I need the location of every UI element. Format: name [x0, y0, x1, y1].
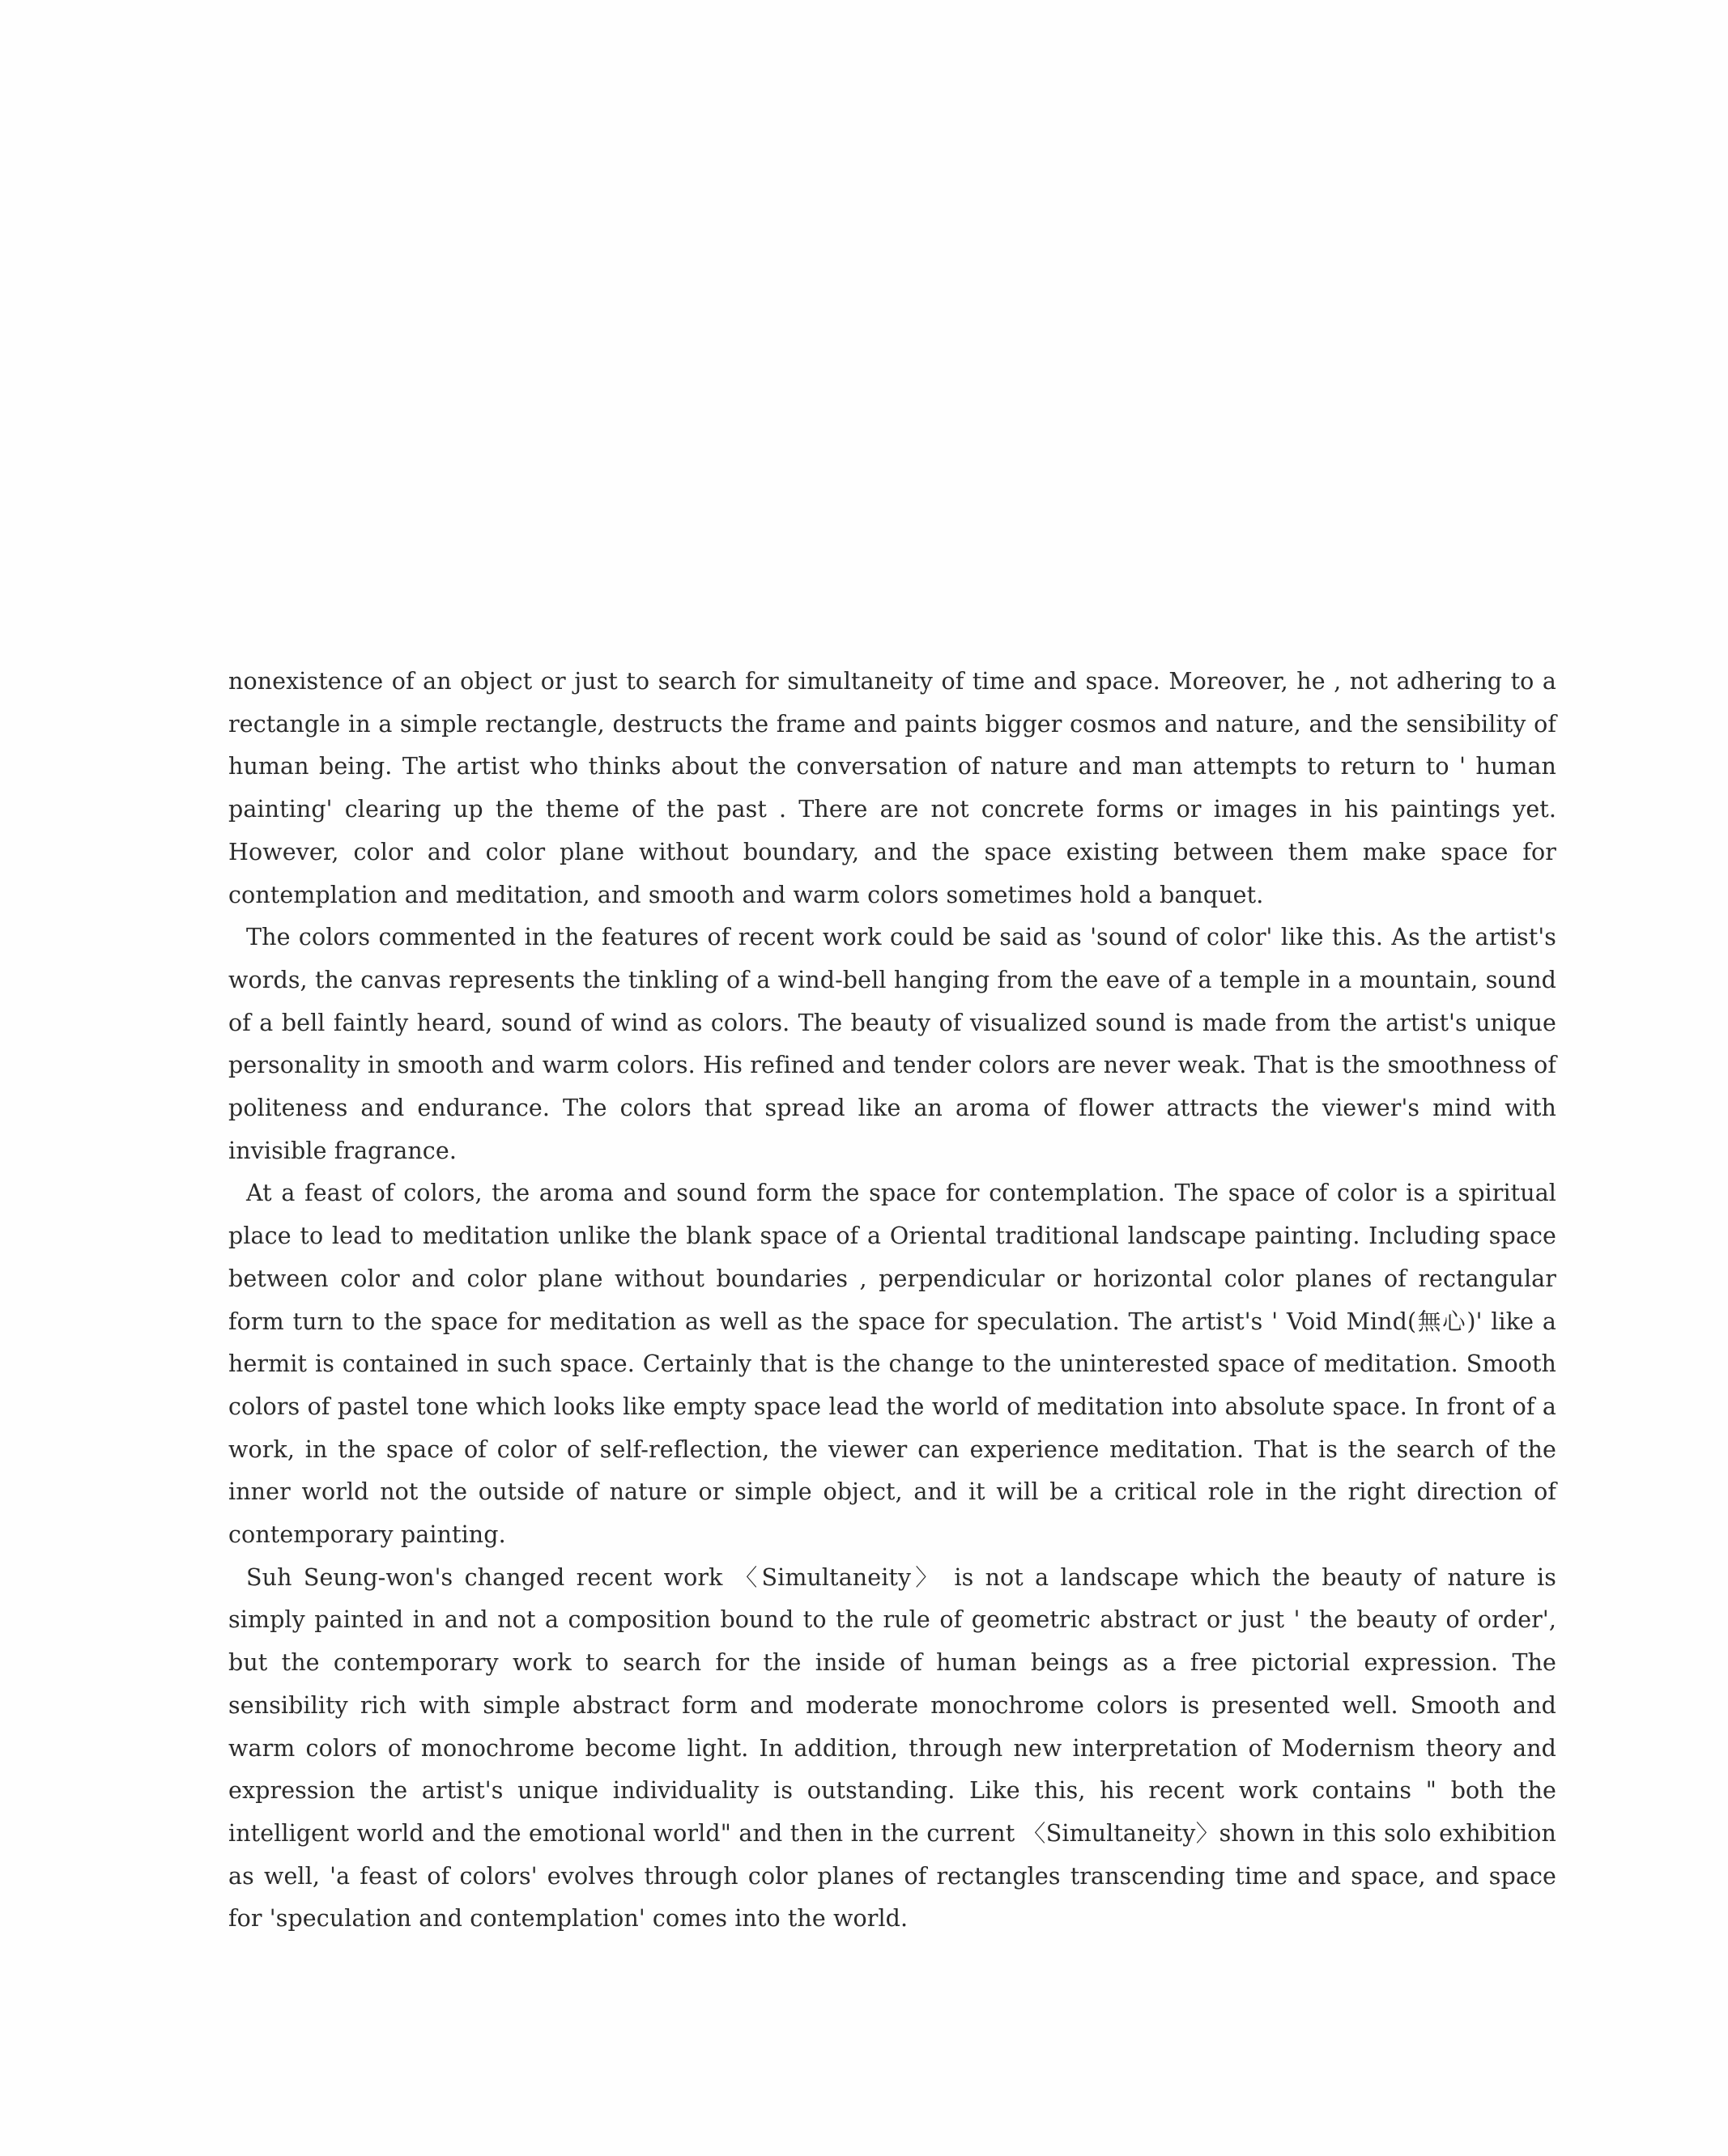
paragraph-4: Suh Seung-won's changed recent work 〈Simultaneity〉 is not a landscape which the beauty of nature is simply painted in and not a composition bound to the rule of geometric abstract or just ' the beauty of order', but the contemporary work to search for the inside of human beings as a free pictorial expression. The sensibility rich with simple abstract form and moderate monochrome colors is presented well. Smooth and warm colors of monochrome become light. In addition, through new interpretation of Modernism theory and expression the artist's unique individuality is outstanding. Like this, his recent work contains " both the intelligent world and the emotional world" and then in the current 〈Simultaneity〉shown in this solo exhibition as well, 'a feast of colors' evolves through color planes of rectangles transcending time and space, and space for 'speculation and contemplation' comes into the world. — [228, 1563, 1556, 1933]
paragraph-3: At a feast of colors, the aroma and sound form the space for contemplation. The space of color is a spiritual place to lead to meditation unlike the blank space of a Oriental traditional landscape painting. Including space between color and color plane without boundaries , perpendicular or horizontal color planes of rectangular form turn to the space for meditation as well as the space for speculation. The artist's ' Void Mind(無心)' like a hermit is contained in such space. Certainly that is the change to the uninterested space of meditation. Smooth colors of pastel tone which looks like empty space lead the world of meditation into absolute space. In front of a work, in the space of color of self-reflection, the viewer can experience meditation. That is the search of the inner world not the outside of nature or simple object, and it will be a critical role in the right direction of contemporary painting. — [228, 1180, 1556, 1549]
body-text — [228, 661, 1556, 1941]
paragraph-1: nonexistence of an object or just to search for simultaneity of time and space. Moreover, he , not adhering to a rectangle in a simple rectangle, destructs the frame and paints bigger cosmos and nature, and the sensibility of human being. The artist who thinks about the conversation of nature and man attempts to return to ' human painting' clearing up the theme of the past . There are not concrete forms or images in his paintings yet. However, color and color plane without boundary, and the space existing between them make space for contemplation and meditation, and smooth and warm colors sometimes hold a banquet. — [228, 668, 1556, 908]
paragraph-2: The colors commented in the features of recent work could be said as 'sound of color' like this. As the artist's words, the canvas represents the tinkling of a wind-bell hanging from the eave of a temple in a mountain, sound of a bell faintly heard, sound of wind as colors. The beauty of visualized sound is made from the artist's unique personality in smooth and warm colors. His refined and tender colors are never weak. That is the smoothness of politeness and endurance. The colors that spread like an aroma of flower attracts the viewer's mind with invisible fragrance. — [228, 924, 1556, 1164]
